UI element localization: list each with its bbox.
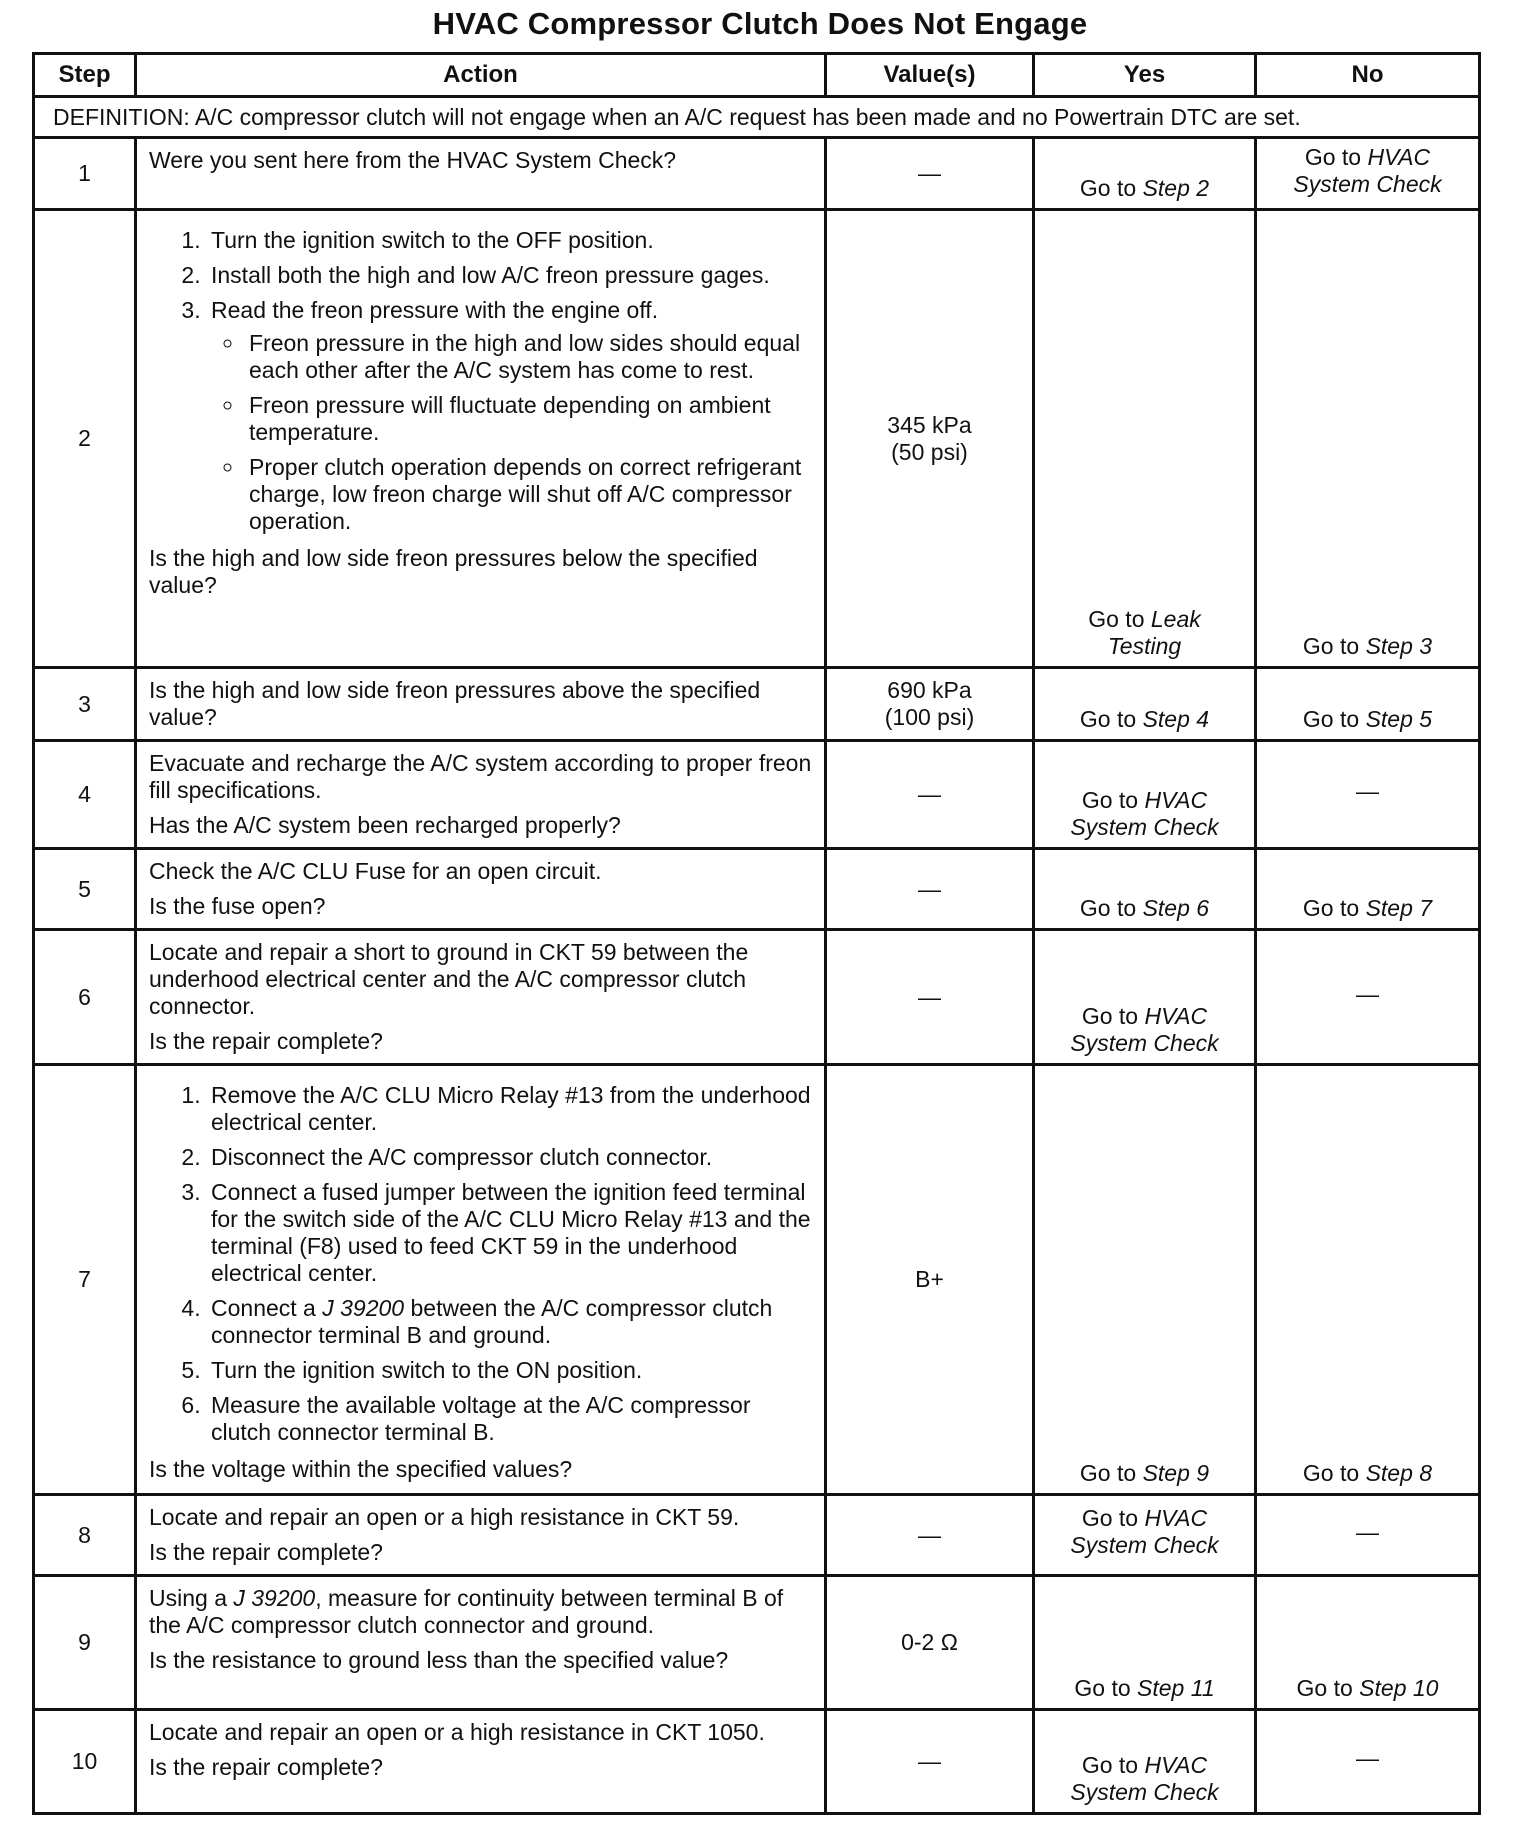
no-prefix: Go to: [1304, 143, 1368, 170]
table-row: [34, 930, 1480, 1065]
list-item: [207, 1295, 814, 1349]
procedure-list: [149, 1082, 814, 1446]
no-cell: —: [1256, 930, 1480, 1065]
yes-target: HVAC System Check: [1070, 1752, 1219, 1805]
tool-name: J 39200: [233, 1585, 316, 1611]
yes-target: HVAC System Check: [1070, 1003, 1219, 1056]
action-text: Were you sent here from the HVAC System Check?: [149, 147, 677, 173]
no-cell: [1256, 138, 1480, 210]
table-row: [34, 668, 1480, 741]
list-item-text: between the A/C compressor clutch connector terminal B and ground.: [211, 1295, 773, 1348]
action-text: [149, 1585, 814, 1639]
question-text: Is the repair complete?: [149, 1754, 383, 1780]
action-cell: [136, 138, 826, 210]
table-row: [34, 1576, 1480, 1710]
question-text: Is the repair complete?: [149, 1539, 383, 1565]
step-number: 3: [34, 668, 136, 741]
yes-prefix: Go to: [1081, 1003, 1145, 1029]
action-cell: [136, 849, 826, 930]
yes-cell: [1034, 138, 1256, 210]
list-item: 1. Turn the ignition switch to the OFF position.: [207, 227, 814, 254]
no-cell: —: [1256, 1495, 1480, 1576]
action-cell: [136, 668, 826, 741]
yes-cell: [1034, 1710, 1256, 1814]
action-text-part: Using a: [149, 1585, 234, 1611]
action-text: Is the high and low side freon pressures above the specified value?: [149, 677, 761, 730]
table-row: [34, 1495, 1480, 1576]
question-text: Is the resistance to ground less than the specified value?: [149, 1647, 729, 1673]
yes-target: Leak Testing: [1107, 606, 1201, 659]
list-item-text: Connect a: [211, 1295, 323, 1321]
header-step: Step: [34, 54, 136, 97]
step-number: 5: [34, 849, 136, 930]
bullet-item: ◦ Freon pressure will fluctuate depending on ambient temperature.: [245, 392, 814, 446]
no-target: Step 10: [1359, 1675, 1439, 1701]
table-row: [34, 849, 1480, 930]
yes-prefix: Go to: [1081, 787, 1145, 813]
value-line: 690 kPa: [887, 677, 972, 703]
yes-prefix: Go to: [1079, 1460, 1143, 1486]
action-cell: [136, 1576, 826, 1710]
yes-target: Step 9: [1142, 1460, 1210, 1486]
step-number: 9: [34, 1576, 136, 1710]
step-number: 2: [34, 210, 136, 668]
diagnostic-table: [32, 52, 1481, 1815]
no-prefix: Go to: [1302, 1460, 1366, 1486]
yes-prefix: Go to: [1079, 175, 1143, 201]
yes-target: Step 6: [1142, 895, 1210, 921]
value-cell: —: [826, 741, 1034, 849]
bullet-list: [211, 330, 814, 535]
table-row: [34, 1065, 1480, 1495]
yes-target: Step 11: [1137, 1675, 1215, 1701]
no-prefix: Go to: [1296, 1675, 1360, 1701]
list-item: 1. Remove the A/C CLU Micro Relay #13 from the underhood electrical center.: [207, 1082, 814, 1136]
value-cell: —: [826, 930, 1034, 1065]
list-item: [207, 297, 814, 535]
no-prefix: Go to: [1302, 633, 1366, 659]
list-item: 3. Connect a fused jumper between the ignition feed terminal for the switch side of the A/C CLU Micro Relay #13 and the terminal (F8) used to feed CKT 59 in the underhood electrical center.: [207, 1179, 814, 1287]
yes-prefix: Go to: [1081, 1752, 1145, 1778]
value-cell: [826, 210, 1034, 668]
header-action: Action: [136, 54, 826, 97]
no-cell: —: [1256, 1710, 1480, 1814]
action-cell: [136, 1710, 826, 1814]
value-line: (50 psi): [891, 438, 968, 465]
header-yes: Yes: [1034, 54, 1256, 97]
yes-prefix: Go to: [1079, 895, 1143, 921]
step-number: 7: [34, 1065, 136, 1495]
value-cell: 0-2 Ω: [826, 1576, 1034, 1710]
no-prefix: Go to: [1302, 895, 1366, 921]
table-row: [34, 741, 1480, 849]
no-cell: —: [1256, 741, 1480, 849]
list-item: 6. Measure the available voltage at the A/C compressor clutch connector terminal B.: [207, 1392, 814, 1446]
action-cell: [136, 1065, 826, 1495]
list-item: 2. Install both the high and low A/C freon pressure gages.: [207, 262, 814, 289]
yes-cell: [1034, 210, 1256, 668]
no-target: Step 5: [1365, 706, 1433, 732]
header-value: Value(s): [826, 54, 1034, 97]
value-cell: —: [826, 138, 1034, 210]
list-item: 5. Turn the ignition switch to the ON position.: [207, 1357, 814, 1384]
yes-cell: [1034, 668, 1256, 741]
page-title: HVAC Compressor Clutch Does Not Engage: [432, 6, 1088, 41]
header-no: No: [1256, 54, 1480, 97]
step-number: 4: [34, 741, 136, 849]
action-cell: [136, 741, 826, 849]
yes-cell: [1034, 930, 1256, 1065]
yes-cell: [1034, 1065, 1256, 1495]
yes-cell: [1034, 741, 1256, 849]
value-line: (100 psi): [884, 704, 975, 730]
yes-target: HVAC System Check: [1070, 1505, 1219, 1558]
question-text: Is the high and low side freon pressures below the specified value?: [149, 545, 758, 598]
yes-target: HVAC System Check: [1070, 787, 1219, 840]
yes-prefix: Go to: [1079, 706, 1143, 732]
question-text: Is the repair complete?: [149, 1028, 383, 1054]
no-target: Step 3: [1365, 633, 1433, 659]
action-text-part: , measure for continuity between terminal B of the A/C compressor clutch connector and ground.: [149, 1585, 784, 1638]
no-target: HVAC System Check: [1293, 143, 1442, 197]
list-item-text: Read the freon pressure with the engine off.: [211, 297, 659, 323]
yes-prefix: Go to: [1088, 606, 1151, 632]
no-cell: [1256, 668, 1480, 741]
no-target: Step 7: [1365, 895, 1433, 921]
tool-name: J 39200: [322, 1295, 405, 1321]
yes-prefix: Go to: [1081, 1505, 1145, 1531]
table-row: [34, 210, 1480, 668]
yes-target: Step 2: [1142, 175, 1210, 201]
step-number: 6: [34, 930, 136, 1065]
definition-text: DEFINITION: A/C compressor clutch will not engage when an A/C request has been made and no Powertrain DTC are set.: [34, 97, 1480, 138]
no-cell: [1256, 849, 1480, 930]
no-cell: [1256, 1065, 1480, 1495]
action-cell: [136, 930, 826, 1065]
bullet-item: ◦ Proper clutch operation depends on correct refrigerant charge, low freon charge will shut off A/C compressor operation.: [245, 454, 814, 535]
yes-target: Step 4: [1142, 706, 1210, 732]
yes-cell: [1034, 1576, 1256, 1710]
no-cell: [1256, 1576, 1480, 1710]
action-text: Locate and repair an open or a high resistance in CKT 59.: [149, 1504, 740, 1530]
value-cell: —: [826, 1710, 1034, 1814]
value-cell: [826, 668, 1034, 741]
yes-prefix: Go to: [1074, 1675, 1138, 1701]
action-text: Locate and repair a short to ground in CKT 59 between the underhood electrical center and the A/C compressor clutch connector.: [149, 939, 749, 1019]
action-text: Evacuate and recharge the A/C system according to proper freon fill specifications.: [149, 750, 812, 803]
no-target: Step 8: [1365, 1460, 1433, 1486]
yes-cell: [1034, 1495, 1256, 1576]
question-text: Is the fuse open?: [149, 893, 326, 919]
value-cell: —: [826, 1495, 1034, 1576]
step-number: 10: [34, 1710, 136, 1814]
action-cell: [136, 1495, 826, 1576]
step-number: 8: [34, 1495, 136, 1576]
procedure-list: [149, 227, 814, 535]
header-row: [34, 54, 1480, 97]
table-row: [34, 138, 1480, 210]
question-text: Has the A/C system been recharged properly?: [149, 812, 621, 838]
no-cell: [1256, 210, 1480, 668]
table-row: [34, 1710, 1480, 1814]
step-number: 1: [34, 138, 136, 210]
no-prefix: Go to: [1302, 706, 1366, 732]
value-cell: —: [826, 849, 1034, 930]
value-cell: B+: [826, 1065, 1034, 1495]
action-text: Locate and repair an open or a high resistance in CKT 1050.: [149, 1719, 765, 1745]
list-item: 2. Disconnect the A/C compressor clutch connector.: [207, 1144, 814, 1171]
action-text: Check the A/C CLU Fuse for an open circuit.: [149, 858, 602, 884]
value-line: 345 kPa: [887, 411, 972, 438]
question-text: Is the voltage within the specified values?: [149, 1456, 573, 1482]
yes-cell: [1034, 849, 1256, 930]
definition-row: [34, 97, 1480, 138]
action-cell: [136, 210, 826, 668]
bullet-item: ◦ Freon pressure in the high and low sides should equal each other after the A/C system has come to rest.: [245, 330, 814, 384]
